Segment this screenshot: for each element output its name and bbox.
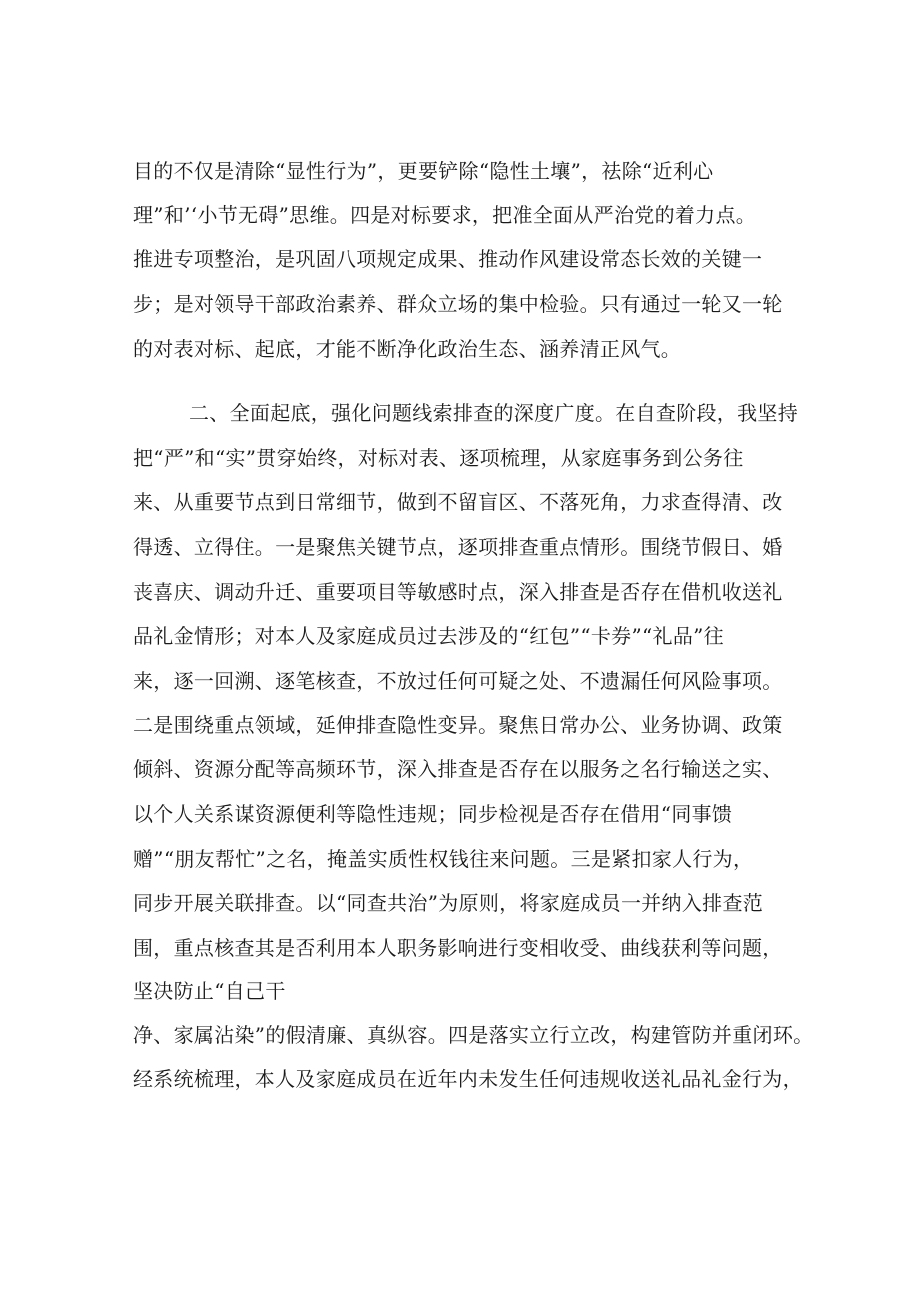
text-line-13: 二是围绕重点领域，延伸排查隐性变异。聚焦日常办公、业务协调、政策 <box>133 713 783 737</box>
text-line-7: 把“严”和“实”贯穿始终，对标对表、逐项梳理，从家庭事务到公务往 <box>133 446 744 470</box>
text-line-5: 的对表对标、起底，才能不断净化政治生态、涵养清正风气。 <box>133 337 682 361</box>
text-line-18: 围，重点核查其是否利用本人职务影响进行变相收受、曲线获利等问题， <box>133 936 783 960</box>
text-line-1: 目的不仅是清除“显性行为”，更要铲除“隐性土壤”，祛除“近利心 <box>133 159 714 183</box>
paragraph-2-first-line: 二、全面起底，强化问题线索排查的深度广度。在自查阶段，我坚持 <box>189 401 798 425</box>
text-line-8: 来、从重要节点到日常细节，做到不留盲区、不落死角，力求查得清、改 <box>133 490 783 514</box>
text-line-15: 以个人关系谋资源便利等隐性违规；同步检视是否存在借用“同事馈 <box>133 802 733 826</box>
text-line-20: 净、家属沾染”的假清廉、真纵容。四是落实立行立改，构建管防并重闭环。 <box>133 1023 814 1047</box>
text-line-17: 同步开展关联排查。以“同查共治”为原则，将家庭成员一并纳入排查范 <box>133 891 764 915</box>
text-line-9: 得透、立得住。一是聚焦关键节点，逐项排查重点情形。围绕节假日、婚 <box>133 535 783 559</box>
text-line-10: 丧喜庆、调动升迁、重要项目等敏感时点，深入排查是否存在借机收送礼 <box>133 580 783 604</box>
text-line-4: 步；是对领导干部政治素养、群众立场的集中检验。只有通过一轮又一轮 <box>133 292 783 316</box>
text-line-12: 来，逐一回溯、逐笔核查，不放过任何可疑之处、不遗漏任何风险事项。 <box>133 669 783 693</box>
text-line-2: 理”和’‘小节无碍”思维。四是对标要求，把准全面从严治党的着力点。 <box>133 203 757 227</box>
text-line-16: 赠”“朋友帮忙”之名，掩盖实质性权钱往来问题。三是紧扣家人行为， <box>133 847 754 871</box>
text-line-3: 推进专项整治，是巩固八项规定成果、推动作风建设常态长效的关键一 <box>133 247 763 271</box>
text-line-14: 倾斜、资源分配等高频环节，深入排查是否存在以服务之名行输送之实、 <box>133 757 783 781</box>
text-line-21: 经系统梳理，本人及家庭成员在近年内未发生任何违规收送礼品礼金行为， <box>133 1067 803 1091</box>
text-line-19: 坚决防止“自己干 <box>133 979 286 1003</box>
text-line-11: 品礼金情形；对本人及家庭成员过去涉及的“红包”“卡券”“礼品”往 <box>133 624 724 648</box>
